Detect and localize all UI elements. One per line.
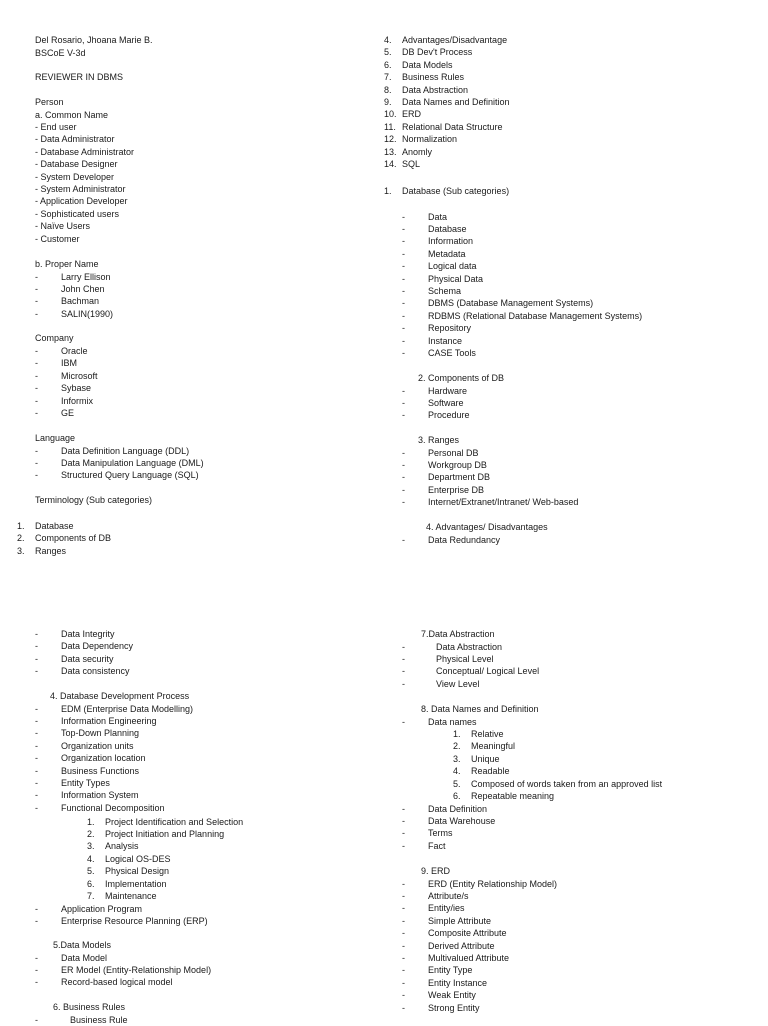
terminology-item: Database bbox=[35, 521, 74, 531]
toc-item: Data Abstraction bbox=[402, 84, 469, 95]
erd-item: Derived Attribute bbox=[428, 940, 495, 951]
language-item: Data Manipulation Language (DML) bbox=[61, 457, 204, 468]
erd-item: Entity Type bbox=[428, 965, 473, 976]
names-sub-item: Unique bbox=[471, 753, 500, 764]
dev-step-number: 1. bbox=[87, 816, 95, 827]
names-bullet: - bbox=[402, 716, 405, 727]
company-item: IBM bbox=[61, 358, 78, 369]
common-name-item: - Sophisticated users bbox=[35, 208, 120, 219]
advantages-cont-item: Data security bbox=[61, 653, 114, 664]
abstraction-bullet: - bbox=[402, 666, 405, 677]
dev-process-item: Entity Types bbox=[61, 777, 110, 788]
erd-bullet: - bbox=[402, 890, 405, 901]
language-item: Structured Query Language (SQL) bbox=[61, 470, 199, 481]
data-models-bullet: - bbox=[35, 964, 38, 975]
company-bullet: - bbox=[35, 408, 38, 418]
company-item: Oracle bbox=[61, 346, 88, 356]
erd-item: Weak Entity bbox=[428, 990, 476, 1001]
dev-process-after-bullet: - bbox=[35, 915, 38, 926]
dev-process-bullet: - bbox=[35, 728, 38, 739]
names-heading: 8. Data Names and Definition bbox=[421, 704, 539, 714]
company-item: Microsoft bbox=[61, 370, 98, 381]
advantages-cont-bullet: - bbox=[35, 653, 38, 664]
erd-bullet: - bbox=[402, 878, 405, 889]
proper-name-item: Bachman bbox=[61, 296, 100, 307]
dev-process-after-item: Enterprise Resource Planning (ERP) bbox=[61, 915, 208, 926]
database-item: Physical Data bbox=[428, 273, 484, 284]
common-name-item: - Application Developer bbox=[35, 196, 128, 207]
names-after-item: Terms bbox=[428, 828, 453, 839]
dev-step-item: Logical OS-DES bbox=[105, 853, 171, 864]
ranges-bullet: - bbox=[402, 459, 405, 470]
database-item: Instance bbox=[428, 335, 463, 346]
abstraction-item: Physical Level bbox=[436, 653, 494, 664]
dev-process-bullet: - bbox=[35, 703, 38, 714]
names-sub-number: 5. bbox=[453, 778, 461, 789]
erd-bullet: - bbox=[402, 1002, 405, 1013]
toc-number: 14. bbox=[384, 159, 397, 169]
toc-number: 8. bbox=[384, 84, 392, 95]
terminology-number: 3. bbox=[17, 545, 25, 556]
dev-process-bullet: - bbox=[35, 777, 38, 788]
names-after-bullet: - bbox=[402, 803, 405, 814]
database-bullet: - bbox=[402, 261, 405, 272]
data-models-item: Record-based logical model bbox=[61, 977, 173, 988]
dev-step-item: Project Identification and Selection bbox=[105, 816, 244, 827]
terminology-item: Ranges bbox=[35, 545, 67, 556]
toc-item: DB Dev't Process bbox=[402, 47, 473, 58]
erd-bullet: - bbox=[402, 965, 405, 976]
database-bullet: - bbox=[402, 223, 405, 234]
company-item: Informix bbox=[61, 395, 94, 406]
toc-number: 11. bbox=[384, 121, 396, 132]
database-bullet: - bbox=[402, 273, 405, 284]
names-sub-number: 4. bbox=[453, 766, 461, 777]
toc-number: 7. bbox=[384, 72, 392, 83]
dev-process-after-item: Application Program bbox=[61, 903, 143, 914]
dev-step-number: 7. bbox=[87, 890, 95, 901]
author-name: Del Rosario, Jhoana Marie B. bbox=[35, 35, 153, 45]
database-number: 1. bbox=[384, 185, 392, 196]
dev-process-bullet: - bbox=[35, 753, 38, 764]
database-bullet: - bbox=[402, 335, 405, 346]
database-item: DBMS (Database Management Systems) bbox=[428, 298, 594, 309]
abstraction-item: Data Abstraction bbox=[436, 641, 503, 652]
terminology-number: 1. bbox=[17, 521, 25, 531]
advantages-cont-bullet: - bbox=[35, 641, 38, 652]
company-item: Sybase bbox=[61, 383, 92, 394]
erd-bullet: - bbox=[402, 990, 405, 1001]
proper-name-item: SALIN(1990) bbox=[61, 308, 114, 319]
common-name-item: - Naïve Users bbox=[35, 221, 91, 232]
erd-item: ERD (Entity Relationship Model) bbox=[428, 878, 558, 889]
data-models-item: ER Model (Entity-Relationship Model) bbox=[61, 964, 212, 975]
advantages-cont-bullet: - bbox=[35, 666, 38, 677]
dev-process-item: EDM (Enterprise Data Modelling) bbox=[61, 703, 194, 714]
names-sub-item: Repeatable meaning bbox=[471, 791, 555, 801]
dev-step-item: Implementation bbox=[105, 878, 167, 889]
database-item: CASE Tools bbox=[428, 347, 476, 358]
dev-step-number: 4. bbox=[87, 853, 95, 864]
names-sub-item: Composed of words taken from an approved list bbox=[471, 778, 663, 789]
names-sub-number: 2. bbox=[453, 741, 461, 752]
language-heading: Language bbox=[35, 433, 76, 443]
names-after-item: Data Warehouse bbox=[428, 815, 496, 826]
erd-item: Multivalued Attribute bbox=[428, 952, 510, 963]
language-bullet: - bbox=[35, 445, 38, 456]
person-heading: Person bbox=[35, 97, 64, 107]
components-item: Hardware bbox=[428, 385, 468, 396]
dev-process-item: Organization units bbox=[61, 740, 134, 751]
toc-item: Relational Data Structure bbox=[402, 121, 503, 132]
ranges-item: Personal DB bbox=[428, 447, 479, 458]
advantages-bullet: - bbox=[402, 534, 405, 545]
names-sub-number: 6. bbox=[453, 791, 461, 801]
abstraction-item: View Level bbox=[436, 678, 480, 689]
data-models-heading: 5.Data Models bbox=[53, 940, 112, 950]
dev-step-item: Maintenance bbox=[105, 890, 157, 901]
database-item: Metadata bbox=[428, 248, 466, 259]
erd-item: Attribute/s bbox=[428, 890, 469, 901]
erd-bullet: - bbox=[402, 903, 405, 914]
names-sub-number: 1. bbox=[453, 729, 461, 739]
erd-bullet: - bbox=[402, 915, 405, 926]
common-name-item: - Database Designer bbox=[35, 159, 118, 170]
document-title: REVIEWER IN DBMS bbox=[35, 72, 124, 82]
data-models-item: Data Model bbox=[61, 952, 108, 963]
language-bullet: - bbox=[35, 470, 38, 481]
proper-name-heading: b. Proper Name bbox=[35, 259, 99, 269]
company-bullet: - bbox=[35, 370, 38, 381]
toc-item: Normalization bbox=[402, 134, 458, 145]
names-sub-number: 3. bbox=[453, 753, 461, 764]
proper-name-bullet: - bbox=[35, 296, 38, 307]
erd-bullet: - bbox=[402, 928, 405, 939]
ranges-heading: 3. Ranges bbox=[418, 435, 460, 445]
toc-item: ERD bbox=[402, 109, 422, 120]
company-bullet: - bbox=[35, 383, 38, 394]
ranges-bullet: - bbox=[402, 447, 405, 458]
database-bullet: - bbox=[402, 310, 405, 321]
toc-item: Data Names and Definition bbox=[402, 97, 510, 107]
business-rules-heading: 6. Business Rules bbox=[53, 1002, 126, 1012]
terminology-heading: Terminology (Sub categories) bbox=[35, 495, 153, 505]
erd-heading: 9. ERD bbox=[421, 866, 451, 876]
proper-name-item: Larry Ellison bbox=[61, 271, 111, 282]
toc-item: Advantages/Disadvantage bbox=[402, 35, 508, 45]
components-bullet: - bbox=[402, 410, 405, 421]
database-bullet: - bbox=[402, 285, 405, 296]
components-heading: 2. Components of DB bbox=[418, 373, 505, 383]
toc-number: 10. bbox=[384, 109, 397, 120]
dev-process-item: Information System bbox=[61, 790, 139, 801]
business-rules-bullet: - bbox=[35, 1014, 38, 1025]
ranges-item: Workgroup DB bbox=[428, 459, 487, 470]
erd-item: Entity Instance bbox=[428, 977, 488, 988]
common-name-item: - System Administrator bbox=[35, 184, 126, 194]
dev-step-number: 2. bbox=[87, 828, 95, 839]
company-heading: Company bbox=[35, 333, 74, 343]
dev-process-item: Information Engineering bbox=[61, 715, 157, 726]
common-name-item: - Database Administrator bbox=[35, 146, 135, 157]
dev-process-bullet: - bbox=[35, 765, 38, 776]
ranges-bullet: - bbox=[402, 472, 405, 483]
toc-number: 12. bbox=[384, 134, 397, 145]
company-bullet: - bbox=[35, 358, 38, 369]
common-name-item: - System Developer bbox=[35, 171, 115, 182]
proper-name-item: John Chen bbox=[61, 283, 105, 294]
components-item: Software bbox=[428, 397, 464, 408]
dev-process-bullet: - bbox=[35, 715, 38, 726]
database-bullet: - bbox=[402, 211, 405, 222]
erd-item: Entity/ies bbox=[428, 903, 465, 914]
company-bullet: - bbox=[35, 395, 38, 406]
common-name-item: - Customer bbox=[35, 233, 80, 244]
language-item: Data Definition Language (DDL) bbox=[61, 445, 190, 456]
language-bullet: - bbox=[35, 457, 38, 468]
abstraction-bullet: - bbox=[402, 641, 405, 652]
dev-process-bullet: - bbox=[35, 790, 38, 801]
toc-item: Data Models bbox=[402, 59, 453, 70]
toc-item: SQL bbox=[402, 159, 421, 169]
advantages-item: Data Redundancy bbox=[428, 534, 501, 545]
business-rules-item: Business Rule bbox=[70, 1014, 128, 1025]
dev-step-item: Project Initiation and Planning bbox=[105, 828, 225, 839]
ranges-bullet: - bbox=[402, 497, 405, 508]
advantages-heading: 4. Advantages/ Disadvantages bbox=[426, 522, 548, 532]
toc-number: 5. bbox=[384, 47, 392, 58]
ranges-item: Department DB bbox=[428, 472, 491, 483]
dev-step-number: 6. bbox=[87, 878, 95, 889]
ranges-item: Enterprise DB bbox=[428, 484, 485, 495]
database-item: Database bbox=[428, 223, 467, 234]
advantages-cont-item: Data Dependency bbox=[61, 641, 134, 652]
components-bullet: - bbox=[402, 385, 405, 396]
author-section: BSCoE V-3d bbox=[35, 47, 86, 58]
database-item: Logical data bbox=[428, 261, 477, 272]
erd-item: Composite Attribute bbox=[428, 928, 507, 939]
toc-number: 6. bbox=[384, 59, 392, 70]
data-models-bullet: - bbox=[35, 977, 38, 988]
dev-process-bullet: - bbox=[35, 802, 38, 813]
abstraction-heading: 7.Data Abstraction bbox=[421, 629, 495, 639]
erd-item: Strong Entity bbox=[428, 1002, 480, 1013]
common-name-heading: a. Common Name bbox=[35, 109, 109, 120]
toc-number: 9. bbox=[384, 97, 392, 107]
toc-number: 13. bbox=[384, 146, 397, 157]
proper-name-bullet: - bbox=[35, 308, 38, 319]
dev-step-number: 5. bbox=[87, 866, 95, 877]
abstraction-bullet: - bbox=[402, 678, 405, 689]
database-item: Data bbox=[428, 211, 448, 222]
dev-step-number: 3. bbox=[87, 841, 95, 852]
advantages-cont-item: Data Integrity bbox=[61, 629, 115, 639]
database-bullet: - bbox=[402, 347, 405, 358]
dev-process-item: Organization location bbox=[61, 753, 146, 764]
names-after-bullet: - bbox=[402, 828, 405, 839]
common-name-item: - End user bbox=[35, 122, 77, 132]
dev-process-item: Top-Down Planning bbox=[61, 728, 140, 739]
names-sub-item: Relative bbox=[471, 729, 504, 739]
advantages-cont-bullet: - bbox=[35, 629, 38, 639]
dev-process-after-bullet: - bbox=[35, 903, 38, 914]
terminology-number: 2. bbox=[17, 533, 25, 544]
company-bullet: - bbox=[35, 346, 38, 356]
database-item: Information bbox=[428, 236, 474, 247]
database-bullet: - bbox=[402, 298, 405, 309]
names-after-item: Fact bbox=[428, 840, 446, 851]
erd-bullet: - bbox=[402, 940, 405, 951]
terminology-item: Components of DB bbox=[35, 533, 112, 544]
toc-number: 4. bbox=[384, 35, 392, 45]
ranges-item: Internet/Extranet/Intranet/ Web-based bbox=[428, 497, 579, 508]
erd-bullet: - bbox=[402, 952, 405, 963]
names-after-bullet: - bbox=[402, 840, 405, 851]
names-sub-item: Meaningful bbox=[471, 741, 516, 752]
database-item: Schema bbox=[428, 285, 462, 296]
erd-item: Simple Attribute bbox=[428, 915, 492, 926]
abstraction-item: Conceptual/ Logical Level bbox=[436, 666, 540, 677]
company-item: GE bbox=[61, 408, 75, 418]
common-name-item: - Data Administrator bbox=[35, 134, 115, 145]
proper-name-bullet: - bbox=[35, 271, 38, 282]
data-models-bullet: - bbox=[35, 952, 38, 963]
database-heading: Database (Sub categories) bbox=[402, 185, 510, 196]
components-bullet: - bbox=[402, 397, 405, 408]
dev-process-heading: 4. Database Development Process bbox=[50, 691, 190, 701]
dev-step-item: Analysis bbox=[105, 841, 139, 852]
dev-step-item: Physical Design bbox=[105, 866, 170, 877]
database-bullet: - bbox=[402, 323, 405, 334]
ranges-bullet: - bbox=[402, 484, 405, 495]
dev-process-bullet: - bbox=[35, 740, 38, 751]
abstraction-bullet: - bbox=[402, 653, 405, 664]
names-items-heading: Data names bbox=[428, 716, 477, 727]
toc-item: Business Rules bbox=[402, 72, 465, 83]
database-bullet: - bbox=[402, 236, 405, 247]
dev-process-item: Business Functions bbox=[61, 765, 140, 776]
advantages-cont-item: Data consistency bbox=[61, 666, 130, 677]
names-after-item: Data Definition bbox=[428, 803, 488, 814]
toc-item: Anomly bbox=[402, 146, 433, 157]
database-item: Repository bbox=[428, 323, 472, 334]
erd-bullet: - bbox=[402, 977, 405, 988]
proper-name-bullet: - bbox=[35, 283, 38, 294]
database-bullet: - bbox=[402, 248, 405, 259]
components-item: Procedure bbox=[428, 410, 470, 421]
names-after-bullet: - bbox=[402, 815, 405, 826]
names-sub-item: Readable bbox=[471, 766, 510, 777]
database-item: RDBMS (Relational Database Management Systems) bbox=[428, 310, 643, 321]
dev-process-item: Functional Decomposition bbox=[61, 802, 165, 813]
